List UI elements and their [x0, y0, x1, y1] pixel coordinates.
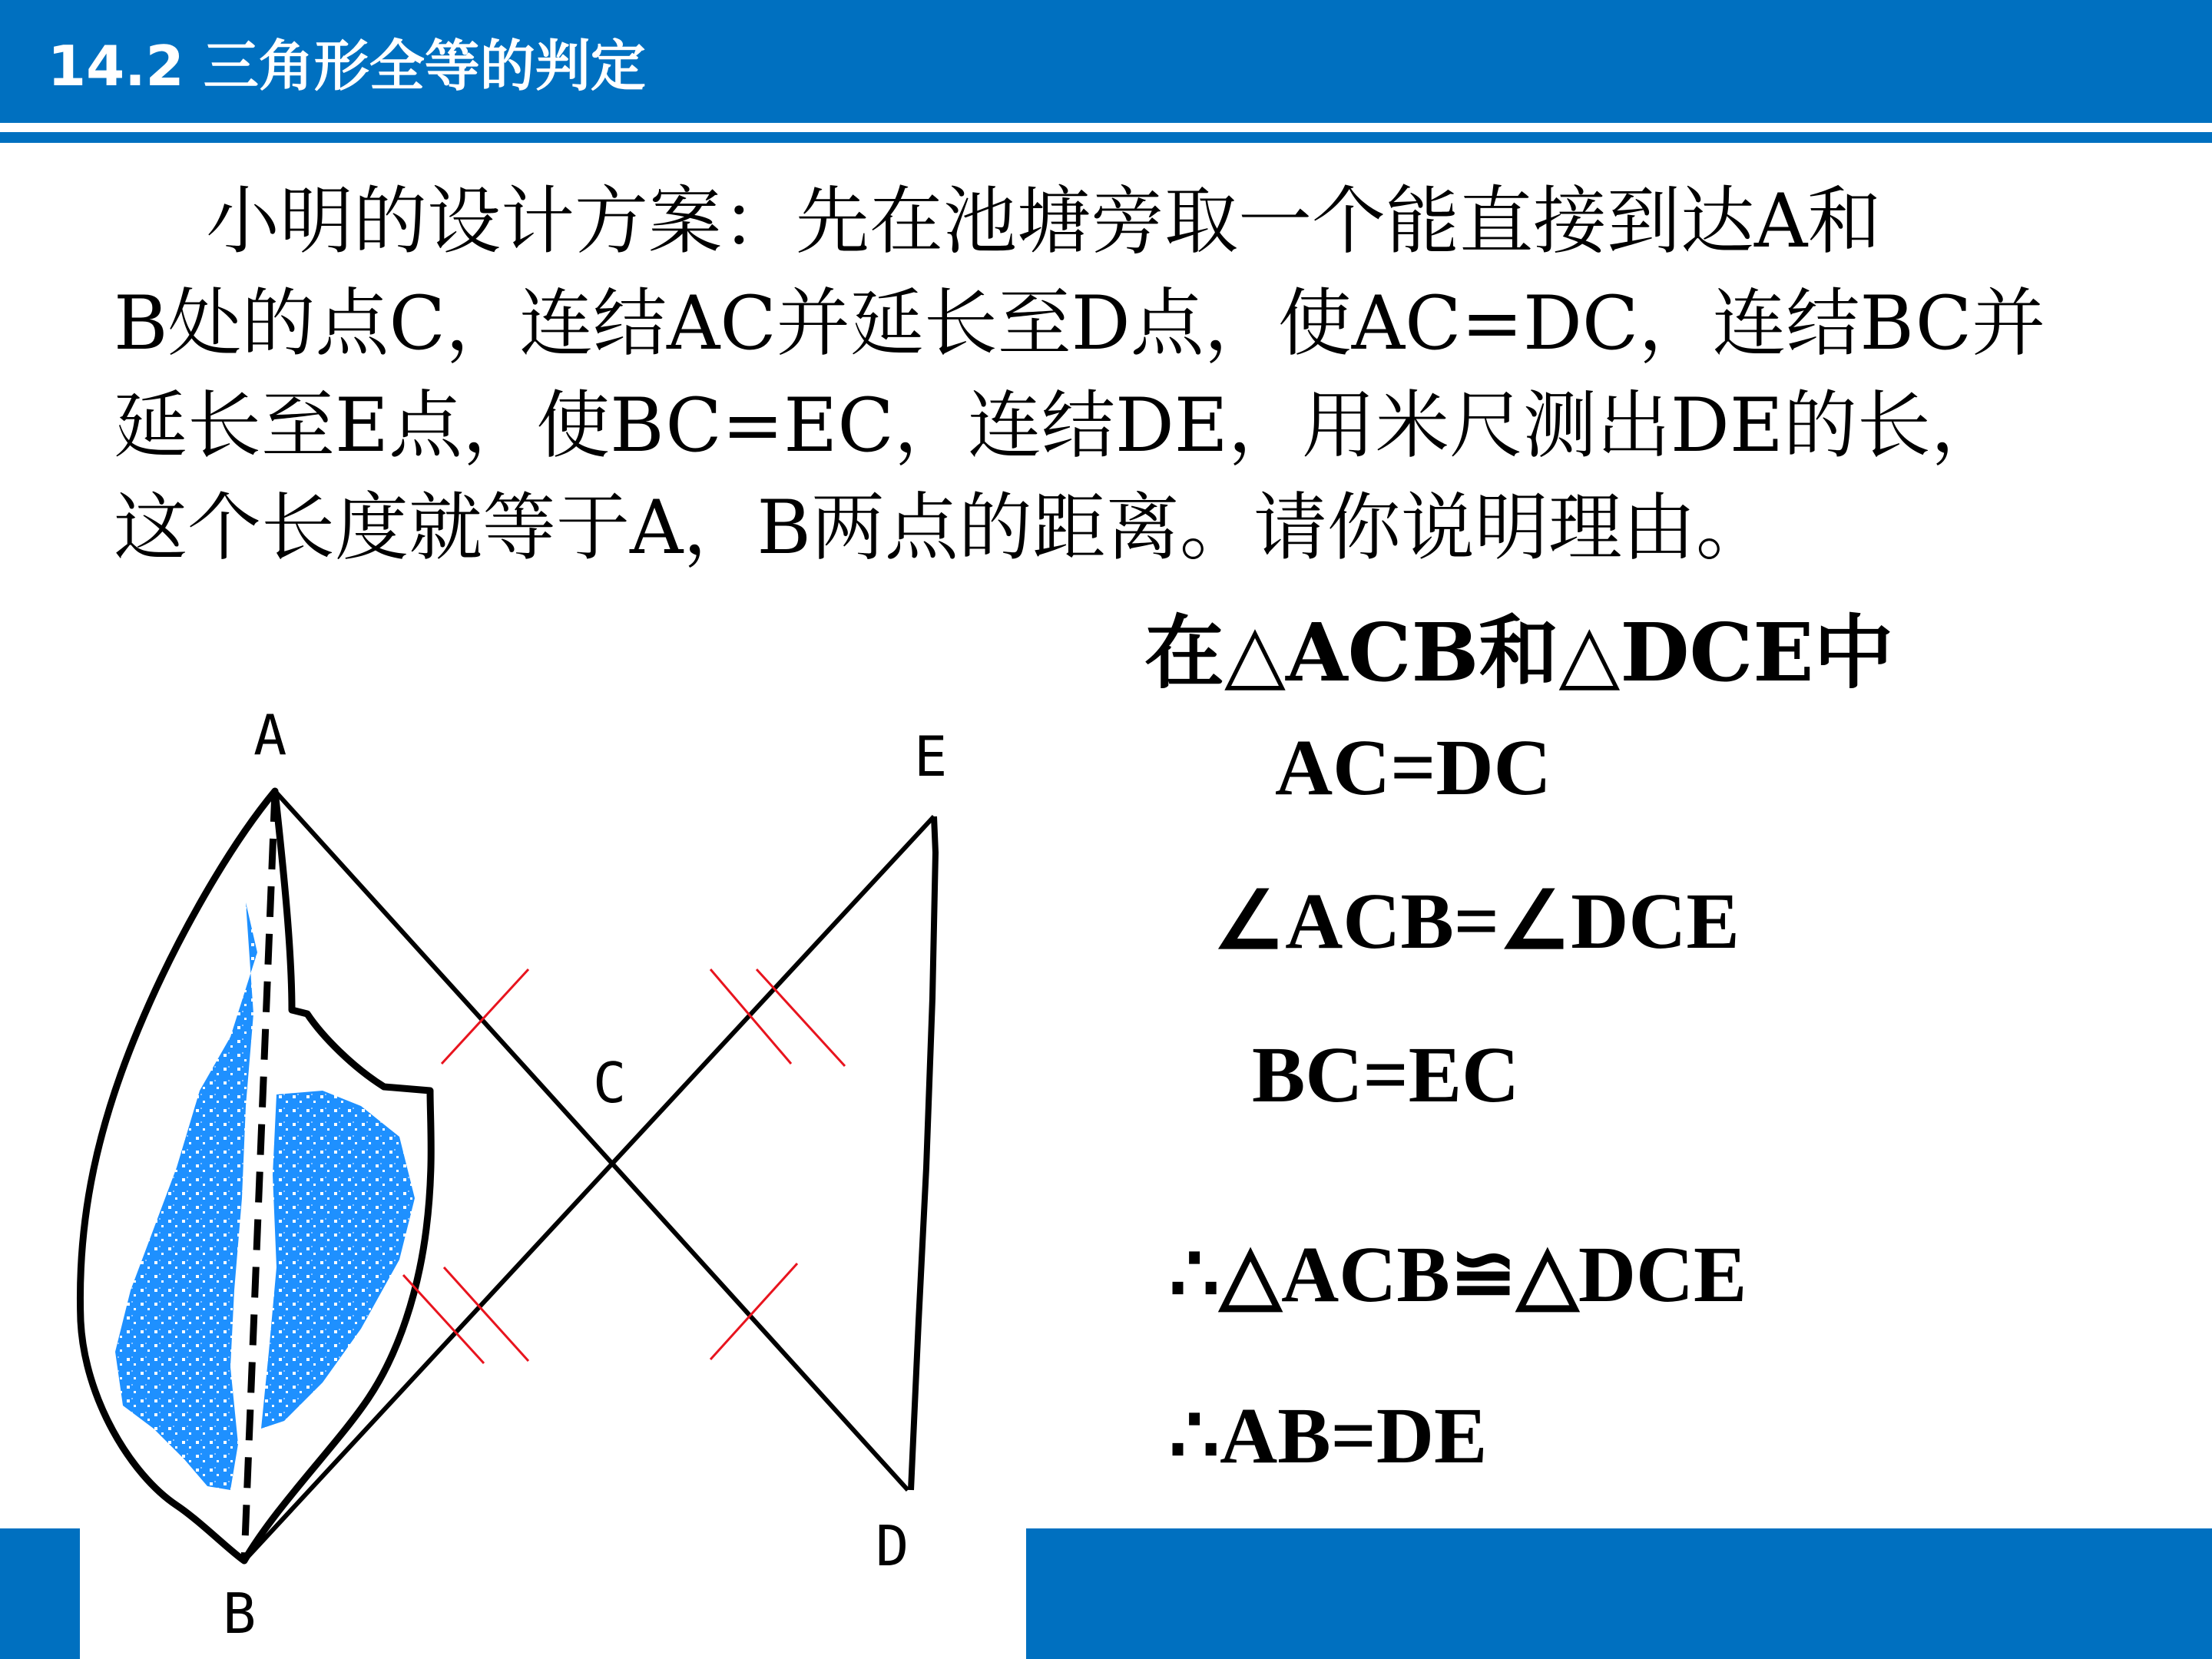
geometry-diagram [0, 676, 998, 1659]
proof-step-2: ∠ACB=∠DCE [1214, 877, 1740, 965]
proof-step-3: BC=EC [1252, 1031, 1520, 1119]
segment-de [911, 816, 935, 1490]
slide-title: 14.2 三角形全等的判定 [48, 34, 646, 98]
problem-line-1: 小明的设计方案：先在池塘旁取一个能直接到达A和 [206, 178, 1882, 264]
segment-ab-dashed [244, 791, 275, 1561]
tick-ac [442, 969, 528, 1064]
proof-conclusion-2: ∴AB=DE [1169, 1392, 1488, 1480]
proof-conclusion-1: ∴△ACB≌△DCE [1169, 1230, 1747, 1319]
tick-bc-2 [444, 1267, 528, 1361]
problem-line-4: 这个长度就等于A，B两点的距离。请你说明理由。 [114, 485, 1770, 571]
tick-ce-2 [757, 969, 845, 1066]
label-b: B [223, 1581, 257, 1646]
header-underline [0, 132, 2212, 143]
proof-intro: 在△ACB和△DCE中 [1144, 605, 1894, 700]
label-d: D [876, 1514, 909, 1578]
label-a: A [253, 703, 287, 767]
problem-line-2: B处的点C，连结AC并延长至D点，使AC=DC，连结BC并 [114, 280, 2046, 366]
footer-bar-left [0, 1528, 80, 1659]
label-e: E [914, 724, 948, 789]
proof-step-1: AC=DC [1275, 724, 1551, 812]
tick-cd [710, 1263, 797, 1359]
problem-line-3: 延长至E点，使BC=EC，连结DE，用米尺测出DE的长， [114, 382, 2005, 469]
problem-text [114, 171, 2157, 579]
label-c: C [593, 1051, 627, 1115]
footer-bar-right [1026, 1528, 2212, 1659]
pond-water-left [115, 902, 257, 1490]
pond-water-right [261, 1091, 415, 1429]
tick-bc-1 [403, 1275, 484, 1363]
